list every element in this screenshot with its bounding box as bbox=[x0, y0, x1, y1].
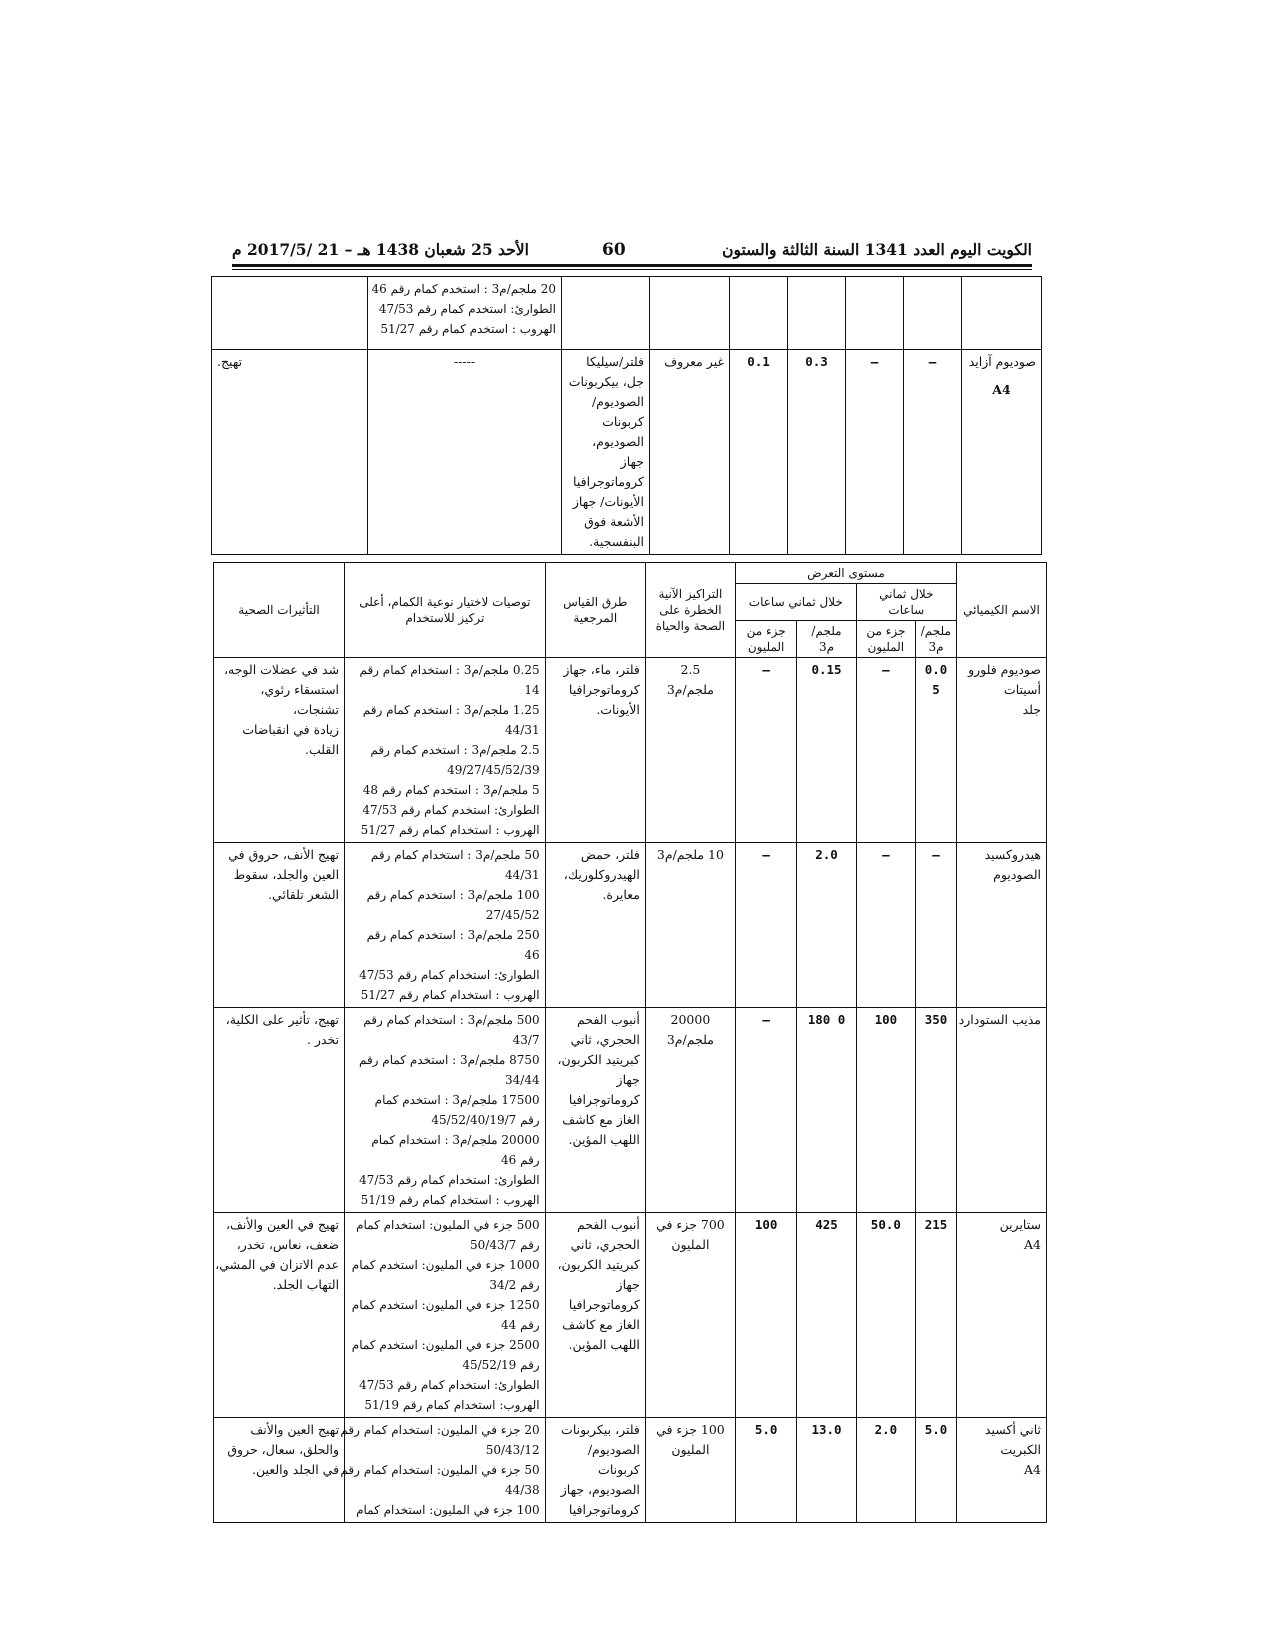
respirator-recommendation: 50 ملجم/م3 : استخدام كمام رقم 44/31 100 ملجم/م3 : استخدم كمام رقم 27/45/52 250 ملجم/م3 : استخدم كمام رقم 46 الطوارئ: استخدام كمام رقم 47/53 الهروب : استخدام كمام رقم 51/27 bbox=[345, 843, 546, 1008]
chemical-name: صوديوم آزايد A4 bbox=[962, 350, 1042, 555]
idlh-value: 10 ملجم/م3 bbox=[645, 843, 735, 1008]
col-header-name: الاسم الكيميائي bbox=[956, 563, 1046, 658]
health-effects: تهيج الأنف، حروق في العين والجلد، سقوط الشعر تلقائي. bbox=[214, 843, 345, 1008]
page-header bbox=[232, 236, 1032, 266]
health-effects: تهيج، تأثير على الكلية، تخدر . bbox=[214, 1008, 345, 1213]
health-effects: تهيج. bbox=[212, 350, 368, 555]
unit-mg: ملجم/ م3 bbox=[797, 621, 856, 658]
table-row bbox=[214, 658, 1047, 843]
value-ppm-8h: 5.0 bbox=[735, 1418, 796, 1523]
continuation-table bbox=[211, 276, 1042, 555]
value-mg-8h: 180 0 bbox=[797, 1008, 856, 1213]
unit-ppm: جزء من المليون bbox=[856, 621, 915, 658]
respirator-recommendation: ----- bbox=[368, 350, 562, 555]
idlh-value: 700 جزء في المليون bbox=[645, 1213, 735, 1418]
idlh-value: 20000 ملجم/م3 bbox=[645, 1008, 735, 1213]
value-ppm-8h: 100 bbox=[735, 1213, 796, 1418]
value-ppm-8h: – bbox=[735, 1008, 796, 1213]
value-mg-8h: 0.15 bbox=[797, 658, 856, 843]
col-header-8h-b: خلال ثماني ساعات bbox=[735, 584, 856, 621]
value-ppm-15min: 100 bbox=[856, 1008, 915, 1213]
chemical-name: مذيب الستودارد bbox=[956, 1008, 1046, 1213]
table-row bbox=[214, 843, 1047, 1008]
chemical-name: هيدروكسيد الصوديوم bbox=[956, 843, 1046, 1008]
health-effects: تهيج العين والأنف والحلق، سعال، حروق في الجلد والعين. bbox=[214, 1418, 345, 1523]
value-ppm-15min: 2.0 bbox=[856, 1418, 915, 1523]
unit-ppm: جزء من المليون bbox=[735, 621, 796, 658]
header-rule-thin bbox=[232, 269, 1032, 270]
table-row: صوديوم آزايد A4 – – 0.3 0.1 غير معروف فلتر/سيليكا جل، بيكربونات الصوديوم/ كربونات الصوديوم، جهاز كروماتوجرافيا الأيونات/ جهاز الأشعة فوق البنفسجية. ----- تهيج. bbox=[212, 350, 1042, 555]
chemical-name: صوديوم فلورو أسيتات جلد bbox=[956, 658, 1046, 843]
table-body bbox=[214, 658, 1047, 1523]
idlh-value: 100 جزء في المليون bbox=[645, 1418, 735, 1523]
respirator-recommendation: 500 جزء في المليون: استخدام كمام رقم 50/43/7 1000 جزء في المليون: استخدم كمام رقم 34/2 1250 جزء في المليون: استخدم كمام رقم 44 2500 جزء في المليون: استخدم كمام رقم 45/52/19 الطوارئ: استخدام كمام رقم 47/53 الهروب: استخدام كمام رقم 51/19 bbox=[345, 1213, 546, 1418]
col-header-8h-a: خلال ثماني ساعات bbox=[856, 584, 956, 621]
measurement-method: أنبوب الفحم الحجري، ثاني كبريتيد الكربون، جهاز كروماتوجرافيا الغاز مع كاشف اللهب المؤين. bbox=[545, 1008, 645, 1213]
page-number: 60 bbox=[602, 240, 626, 260]
value-ppm-15min: – bbox=[856, 843, 915, 1008]
measurement-method: فلتر، ماء، جهاز كروماتوجرافيا الأيونات. bbox=[545, 658, 645, 843]
chemical-name: ستايرين A4 bbox=[956, 1213, 1046, 1418]
value-mg-8h: 425 bbox=[797, 1213, 856, 1418]
table-row bbox=[214, 1008, 1047, 1213]
unit-mg: ملجم/ م3 bbox=[916, 621, 957, 658]
exposure-table bbox=[213, 562, 1047, 1523]
idlh-value: غير معروف bbox=[650, 350, 730, 555]
table-row bbox=[214, 1418, 1047, 1523]
health-effects: شد في عضلات الوجه، استسقاء رئوي، تشنجات، زيادة في انقباضات القلب. bbox=[214, 658, 345, 843]
value-mg-15min: 215 bbox=[916, 1213, 957, 1418]
value-mg-8h: 2.0 bbox=[797, 843, 856, 1008]
idlh-value: 2.5 ملجم/م3 bbox=[645, 658, 735, 843]
respirator-recommendation: 20 جزء في المليون: استخدام كمام رقم 50/43/12 50 جزء في المليون: استخدام كمام رقم 44/38 100 جزء في المليون: استخدام كمام bbox=[345, 1418, 546, 1523]
health-effects: تهيج في العين والأنف، ضعف، نعاس، تخدر، عدم الاتزان في المشي، التهاب الجلد. bbox=[214, 1213, 345, 1418]
col-header-recommendation: توصيات لاختيار نوعية الكمام، أعلى تركيز للاستخدام bbox=[345, 563, 546, 658]
measurement-method: فلتر/سيليكا جل، بيكربونات الصوديوم/ كربونات الصوديوم، جهاز كروماتوجرافيا الأيونات/ جهاز الأشعة فوق البنفسجية. bbox=[562, 350, 650, 555]
continuation-row bbox=[212, 277, 1042, 350]
value-ppm-15min: 50.0 bbox=[856, 1213, 915, 1418]
issue-date: الأحد 25 شعبان 1438 هـ – 21 /2017/5 م bbox=[232, 240, 529, 259]
value-ppm-8h: – bbox=[735, 658, 796, 843]
col-header-method: طرق القياس المرجعية bbox=[545, 563, 645, 658]
measurement-method: فلتر، حمض الهيدروكلوريك، معايرة. bbox=[545, 843, 645, 1008]
value-mg-8h: 13.0 bbox=[797, 1418, 856, 1523]
measurement-method: أنبوب الفحم الحجري، ثاني كبريتيد الكربون، جهاز كروماتوجرافيا الغاز مع كاشف اللهب المؤين. bbox=[545, 1213, 645, 1418]
value-mg-15min: 350 bbox=[916, 1008, 957, 1213]
col-header-effects: التأثيرات الصحية bbox=[214, 563, 345, 658]
header-rule-thick bbox=[232, 264, 1032, 267]
gazette-title: الكويت اليوم العدد 1341 السنة الثالثة والستون bbox=[722, 240, 1032, 259]
value-ppm-15min: – bbox=[856, 658, 915, 843]
respirator-recommendation: 0.25 ملجم/م3 : استخدام كمام رقم 14 1.25 ملجم/م3 : استخدم كمام رقم 44/31 2.5 ملجم/م3 : استخدم كمام رقم 49/27/45/52/39 5 ملجم/م3 : استخدم كمام رقم 48 الطوارئ: استخدم كمام رقم 47/53 الهروب : استخدام كمام رقم 51/27 bbox=[345, 658, 546, 843]
value-mg-15min: 0.0 5 bbox=[916, 658, 957, 843]
chemical-name: ثاني أكسيد الكبريت A4 bbox=[956, 1418, 1046, 1523]
table-row bbox=[214, 1213, 1047, 1418]
value-mg-15min: 5.0 bbox=[916, 1418, 957, 1523]
col-header-idlh: التراكيز الآنية الخطرة على الصحة والحياة bbox=[645, 563, 735, 658]
respirator-recommendation: 500 ملجم/م3 : استخدام كمام رقم 43/7 8750 ملجم/م3 : استخدم كمام رقم 34/44 17500 ملجم/م3 : استخدم كمام رقم 45/52/40/19/7 20000 ملجم/م3 : استخدام كمام رقم 46 الطوارئ: استخدام كمام رقم 47/53 الهروب : استخدام كمام رقم 51/19 bbox=[345, 1008, 546, 1213]
continuation-recommendation: 20 ملجم/م3 : استخدم كمام رقم 46 الطوارئ: استخدم كمام رقم 47/53 الهروب : استخدم كمام رقم 51/27 bbox=[368, 277, 562, 350]
value-mg-15min: – bbox=[916, 843, 957, 1008]
col-header-exposure: مستوى التعرض bbox=[735, 563, 956, 584]
value-ppm-8h: – bbox=[735, 843, 796, 1008]
header-row bbox=[214, 563, 1047, 584]
measurement-method: فلتر، بيكربونات الصوديوم/ كربونات الصوديوم، جهاز كروماتوجرافيا bbox=[545, 1418, 645, 1523]
